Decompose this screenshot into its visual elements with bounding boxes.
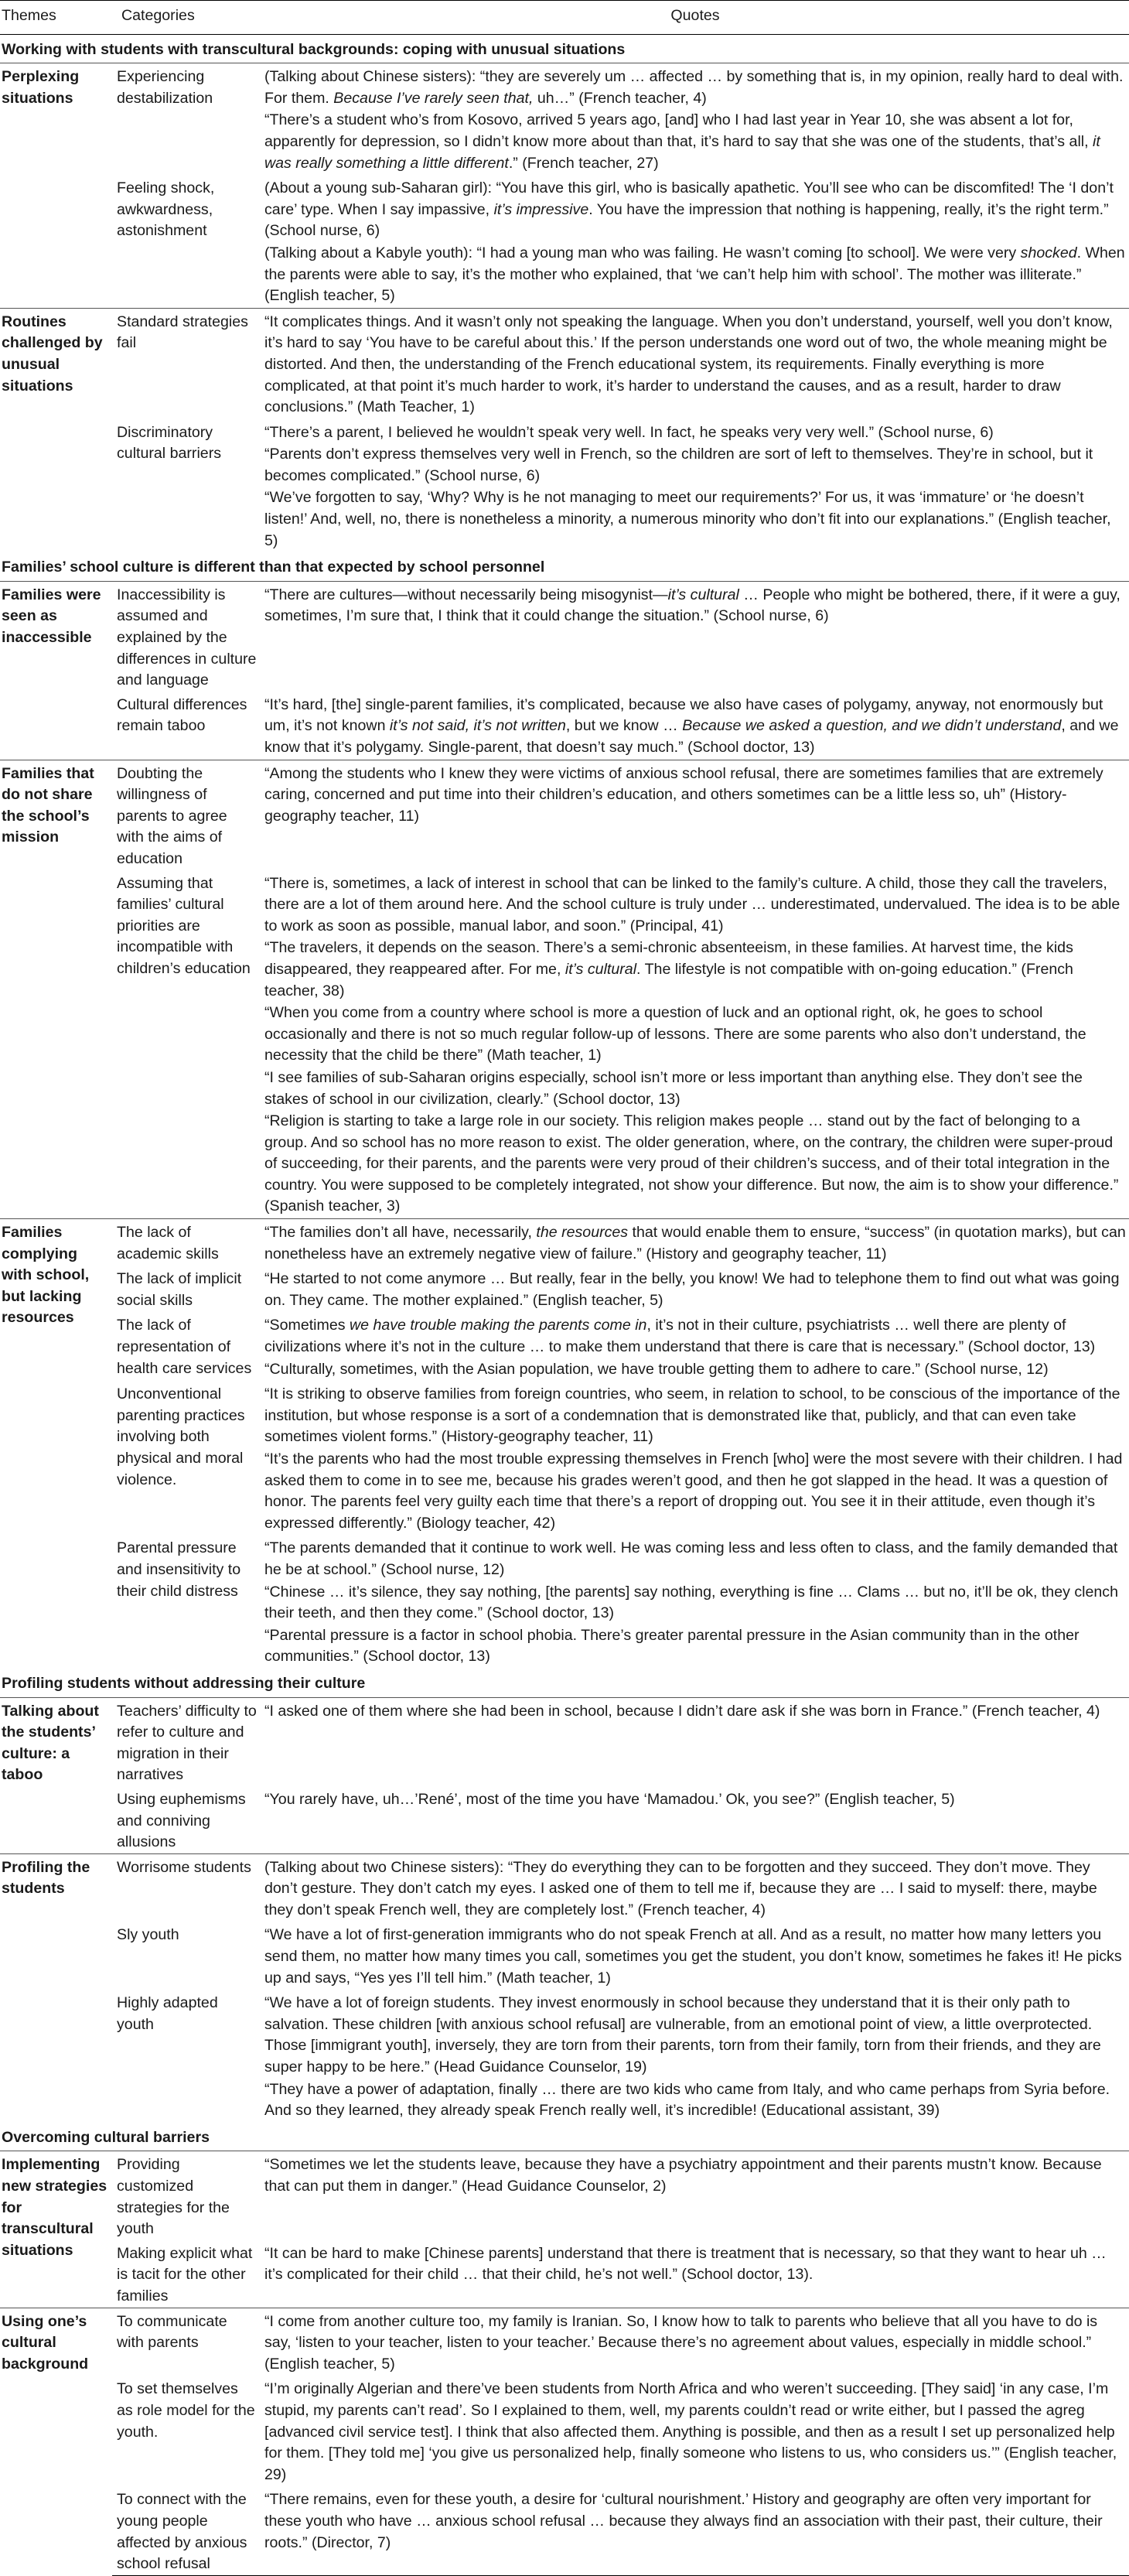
- quote: [264, 764, 1126, 828]
- quote-text: , but we know …: [565, 717, 683, 735]
- quotes-cell: [261, 1535, 1129, 1669]
- header-categories: Categories: [112, 1, 261, 35]
- quote-emphasis: it’s not said, it’s not written: [389, 717, 566, 735]
- quote-text: “Sometimes we let the students leave, because they have a psychiatry appointment and their parents mustn’t know. Because that can put them in danger.” (Head Guidance Counselor, 2): [264, 2156, 1102, 2195]
- quotes-cell: [261, 1697, 1129, 1786]
- table-row: [0, 2308, 1129, 2376]
- quote: [264, 110, 1126, 174]
- theme-label: Families were seen as inaccessible: [2, 586, 101, 647]
- quote-text: “The parents demanded that it continue to work well. He was coming less and less often to class, and the family demanded that he be at school.” (School nurse, 12): [264, 1539, 1118, 1578]
- table-row: [0, 2240, 1129, 2308]
- quote-emphasis: it’s cultural: [667, 586, 739, 603]
- quote: [264, 1068, 1126, 1110]
- quotes-cell: [261, 2240, 1129, 2308]
- quote: [264, 585, 1126, 627]
- quote-emphasis: it’s cultural: [564, 960, 637, 978]
- category-label: Assuming that families’ cultural priorities are incompatible with children’s education: [117, 874, 251, 977]
- quote-text: “There’s a parent, I believed he wouldn’t speak very well. In fact, he speaks very very well.” (School nurse, 6): [264, 423, 994, 441]
- quote-text: “We have a lot of foreign students. They invest enormously in school because they understand that it is their only path to salvation. These children [with anxious school refusal] are vulnerable, from an emotional point of view, a little overprotected. Those [immigrant youth], inversely, they are torn from their parents, torn from their family, torn from their friends, and they are super happy to be here.” (Head Guidance Counselor, 19): [264, 1994, 1101, 2076]
- category-label: The lack of academic skills: [112, 1219, 261, 1266]
- quotes-cell: [261, 1266, 1129, 1312]
- quote-text: uh…” (French teacher, 4): [533, 89, 707, 107]
- quote: [264, 1925, 1126, 1989]
- quote-emphasis: we have trouble making the parents come in: [349, 1317, 647, 1334]
- quote-text: (Talking about a Kabyle youth): “I had a young man who was failing. He wasn’t coming [to school]. We were very: [264, 244, 1021, 261]
- quotes-cell: [261, 63, 1129, 175]
- quote-text: “Chinese … it’s silence, they say nothing, [the parents] say nothing, everything is fine … Clams … but no, it’ll be ok, they clench their teeth, and then they come.” (School doctor, 13): [264, 1583, 1118, 1622]
- quotes-cell: [261, 692, 1129, 760]
- section-row: [0, 34, 1129, 63]
- table-row: [0, 1697, 1129, 1786]
- quote-emphasis: shocked: [1020, 244, 1077, 261]
- category-label: Feeling shock, awkwardness, astonishment: [117, 179, 215, 240]
- quote: [264, 312, 1126, 419]
- table-row: [0, 2151, 1129, 2240]
- theme-label: Families that do not share the school’s mission: [0, 760, 112, 1218]
- category-label: Making explicit what is tacit for the other families: [117, 2244, 253, 2304]
- quote-text: “Parents don’t express themselves very well in French, so the children are sort of left to themselves. They’re in school, but it becomes complicated.” (School nurse, 6): [264, 446, 1093, 484]
- quote: [264, 695, 1126, 759]
- quote: [264, 1384, 1126, 1448]
- quote-text: “Religion is starting to take a large role in our society. This religion makes people … stand out by the fact of belonging to a group. And so school has no more reason to exist. The older generation, where, on the contrary, the children were super-proud of succeeding, for their parents, and the parents were very proud of their children’s success, and of their total integration in the country. You were supposed to be completely integrated, not show your difference. But now, the aim is to show your difference.” (Spanish teacher, 3): [264, 1112, 1119, 1215]
- quote-text: “There is, sometimes, a lack of interest in school that can be linked to the family’s culture. A child, those they call the travelers, there are a lot of them around here. And the school culture is truly under … underestimated, undervalued. The idea is to be able to work as soon as possible, manual labor, and soon.” (Principal, 41): [264, 874, 1120, 934]
- table-row: [0, 1535, 1129, 1669]
- quote-text: , it’s not in their culture, psychiatrists … well there are plenty of civilizations where it’s not in the culture … to make them understand that there is care that is necessary.” (School doctor, 13): [264, 1317, 1096, 1356]
- quote-text: that would enable them to ensure, “success” (in quotation marks), but can nonetheless have an extremely negative view of failure.” (History and geography teacher, 11): [264, 1224, 1126, 1262]
- quote-text: (Talking about Chinese sisters): “they are severely um … affected … by something that is, in my opinion, really hard to deal with. For them.: [264, 68, 1124, 107]
- quote: [264, 873, 1126, 938]
- quote: [264, 1269, 1126, 1311]
- table-row: [0, 692, 1129, 760]
- quote-text: . When the parents were able to say, it’s the mother who explained, that ‘we can’t help him with school’. The mother was illiterate.” (English teacher, 5): [264, 244, 1125, 305]
- table-row: [0, 2486, 1129, 2575]
- category-label: Providing customized strategies for the youth: [117, 2156, 230, 2238]
- quote: [264, 1359, 1126, 1381]
- quote-text: … People who might be bothered, there, if it were a guy, sometimes, I’m sure that, I think that it could change the situation.” (School nurse, 6): [264, 586, 1120, 625]
- category-label: The lack of implicit social skills: [117, 1270, 242, 1309]
- quote: [264, 1538, 1126, 1580]
- section-title: Working with students with transcultural backgrounds: coping with unusual situations: [0, 34, 1129, 63]
- quote-text: “It complicates things. And it wasn’t only not speaking the language. When you don’t understand, yourself, well you don’t know, it’s hard to say ‘You have to be careful about this.’ If the person understands one word out of two, the whole meaning might be distorted. And then, the understanding of the French educational system, its requirements. Finally everything is more complicated, at that point it’s much harder to work, it’s harder to understand the causes, and as a result, harder to draw conclusions.” (Math Teacher, 1): [264, 313, 1113, 416]
- category-label: Sly youth: [117, 1926, 179, 1944]
- category-label: The lack of representation of health care services: [117, 1317, 252, 1377]
- quote: [264, 1582, 1126, 1625]
- table-row: [0, 1786, 1129, 1853]
- table-row: [0, 1853, 1129, 1922]
- quote-text: . You have the impression that nothing is happening, really, it’s the right term.” (School nurse, 6): [264, 200, 1109, 240]
- quotes-cell: [261, 1853, 1129, 1922]
- quote-emphasis: Because we asked a question, and we didn’t understand: [682, 717, 1062, 735]
- category-label: Worrisome students: [112, 1853, 261, 1922]
- quote-text: “It is striking to observe families from foreign countries, who seem, in relation to school, to be conscious of the importance of the institution, but whose response is a sort of a condemnation that is demonstrated like that, publicly, and that can even take sometimes violent forms.” (History-geography teacher, 11): [264, 1385, 1120, 1446]
- quote-text: , and we know that it’s polygamy. Single-parent, that doesn’t say much.” (School doctor, 13): [264, 717, 1119, 756]
- quote-text: “When you come from a country where school is more a question of luck and an optional right, ok, he goes to school occasionally and there is not so much regular follow-up of lessons. There are some parents who also don’t understand, the necessity that the child be there” (Math teacher, 1): [264, 1004, 1086, 1064]
- quote-text: “The travelers, it depends on the season. There’s a semi-chronic absenteeism, in these families. At harvest time, the kids disappeared, they reappeared after. For me,: [264, 939, 1073, 978]
- category-label: To set themselves as role model for the youth.: [117, 2380, 255, 2441]
- quote-text: “It’s the parents who had the most trouble expressing themselves in French [who] were the most severe with their children. I had asked them to come in to see me, because his grades weren’t good, and then he got slapped in the head. It was a question of honor. The parents feel very guilty each time that there’s a report of dropping out. You see it in their attitude, even though it’s expressed differently.” (Biology teacher, 42): [264, 1450, 1123, 1532]
- quote: [264, 1701, 1126, 1723]
- quotes-cell: [261, 1312, 1129, 1381]
- quote-text: . The lifestyle is not compatible with on-going education.” (French teacher, 38): [264, 960, 1073, 999]
- category-label: Teachers’ difficulty to refer to culture and migration in their narratives: [117, 1702, 257, 1784]
- quote-text: “There’s a student who’s from Kosovo, arrived 5 years ago, [and] who I had last year in Year 10, she was absent a lot for, apparently for depression, so I didn’t know more about than that, it’s hard to say that she was one of the students, that’s all,: [264, 111, 1093, 150]
- quotes-cell: [261, 175, 1129, 308]
- table-row: [0, 1266, 1129, 1312]
- theme-label: Families complying with school, but lacking resources: [0, 1219, 112, 1669]
- quotes-cell: [261, 2486, 1129, 2575]
- quote: [264, 2311, 1126, 2376]
- table-body: [0, 34, 1129, 2575]
- quote: [264, 243, 1126, 307]
- quotes-cell: [261, 308, 1129, 419]
- quote-text: “I asked one of them where she had been in school, because I didn’t dare ask if she was born in France.” (French teacher, 4): [264, 1702, 1100, 1720]
- table-row: [0, 1219, 1129, 1266]
- quote-text: “It can be hard to make [Chinese parents] understand that there is treatment that is necessary, so that they want to hear uh … it’s complicated for their child … that their child, he’s not well.” (School doctor, 13).: [264, 2244, 1107, 2284]
- category-label: To communicate with parents: [112, 2308, 261, 2376]
- section-row: [0, 2123, 1129, 2151]
- category-label: Experiencing destabilization: [117, 68, 213, 107]
- quote: [264, 2489, 1126, 2554]
- category-label: Unconventional parenting practices involving both physical and moral violence.: [117, 1385, 245, 1488]
- quote-text: “We’ve forgotten to say, ‘Why? Why is he not managing to meet our requirements?’ For us, it was ‘immature’ or ‘he doesn’t listen!’ And, well, no, there is nonetheless a minority, a numerous minority who don’t fit into our explanations.” (English teacher, 5): [264, 489, 1111, 549]
- category-label: Standard strategies fail: [112, 308, 261, 419]
- quote: [264, 178, 1126, 242]
- quote-emphasis: the resources: [536, 1224, 629, 1242]
- table-row: [0, 581, 1129, 691]
- quote: [264, 1222, 1126, 1265]
- table-row: [0, 175, 1129, 308]
- quotes-cell: [261, 870, 1129, 1219]
- table-row: [0, 870, 1129, 1219]
- table-row: [0, 1990, 1129, 2123]
- theme-label: Routines challenged by unusual situations: [0, 308, 112, 552]
- quote-text: “We have a lot of first-generation immigrants who do not speak French at all. And as a result, no matter how many letters you send them, no matter how many times you call, sometimes you get the student, you don’t know, sometimes he fakes it! He picks up and says, “Yes yes I’ll tell him.” (Math teacher, 1): [264, 1926, 1122, 1987]
- quotes-cell: [261, 760, 1129, 869]
- header-themes: Themes: [0, 1, 112, 35]
- theme-label: Profiling the students: [0, 1853, 112, 2123]
- quotes-cell: [261, 1922, 1129, 1990]
- quotes-cell: [261, 2151, 1129, 2240]
- quotes-cell: [261, 1786, 1129, 1853]
- quote: [264, 1003, 1126, 1067]
- quotes-cell: [261, 2376, 1129, 2486]
- quote: [264, 2079, 1126, 2122]
- quotes-cell: [261, 581, 1129, 691]
- quote-text: “The families don’t all have, necessarily,: [264, 1224, 537, 1242]
- quote: [264, 444, 1126, 487]
- quote-text: (Talking about two Chinese sisters): “They do everything they can to be forgotten and they succeed. They don’t move. They don’t gesture. They don’t catch my eyes. I asked one of them to tell me if, because they are … I said to myself: there, maybe they don’t speak French well, they are completely lost.” (French teacher, 4): [264, 1858, 1097, 1918]
- section-row: [0, 552, 1129, 581]
- quote-text: “Parental pressure is a factor in school phobia. There’s greater parental pressure in the Asian community than in the other communities.” (School doctor, 13): [264, 1626, 1080, 1666]
- category-label: To connect with the young people affected by anxious school refusal: [112, 2486, 261, 2575]
- quote-text: “You rarely have, uh…’René’, most of the time you have ‘Mamadou.’ Ok, you see?” (English teacher, 5): [264, 1790, 955, 1808]
- quote: [264, 938, 1126, 1002]
- quote: [264, 1449, 1126, 1534]
- quote: [264, 422, 1126, 444]
- quote-text: “It’s hard, [the] single-parent families, it’s complicated, because we also have cases of polygamy, anyway, not enormously but um, it’s not known: [264, 695, 1103, 735]
- quote-emphasis: it’s impressive: [493, 200, 589, 218]
- quote-emphasis: Because I’ve rarely seen that,: [333, 89, 534, 107]
- quote: [264, 2154, 1126, 2197]
- theme-label: Perplexing situations: [2, 68, 80, 107]
- table-header: [0, 1, 1129, 35]
- section-title: Profiling students without addressing their culture: [0, 1669, 1129, 1697]
- table-row: [0, 1381, 1129, 1535]
- quote-text: “There are cultures—without necessarily being misogynist—: [264, 586, 668, 603]
- section-title: Overcoming cultural barriers: [0, 2123, 1129, 2151]
- quote-text: “I see families of sub-Saharan origins especially, school isn’t more or less important than anything else. They don’t see the stakes of school in our civilization, clearly.” (School doctor, 13): [264, 1068, 1083, 1108]
- quote-text: “They have a power of adaptation, finally … there are two kids who came from Italy, and who came perhaps from Syria before. And so they learned, they already speak French really well, it’s incredible! (Educational assistant, 39): [264, 2080, 1110, 2120]
- quotes-cell: [261, 2308, 1129, 2376]
- category-label: Discriminatory cultural barriers: [117, 423, 222, 463]
- quote: [264, 1111, 1126, 1218]
- quote: [264, 1315, 1126, 1358]
- quote-text: “Culturally, sometimes, with the Asian population, we have trouble getting them to adhere to care.” (School nurse, 12): [264, 1360, 1049, 1378]
- quote-text: “Among the students who I knew they were victims of anxious school refusal, there are sometimes families that are extremely caring, concerned and put time into their children’s education, and others sometimes can be a little less so, uh” (History-geography teacher, 11): [264, 764, 1103, 825]
- category-label: Cultural differences remain taboo: [117, 695, 247, 735]
- quote-text: “I’m originally Algerian and there’ve been students from North Africa and who weren’t succeeding. [They said] ‘in any case, I’m stupid, my parents can’t read’. So I explained to them, well, my parents couldn’t read or write either, but I passed the agreg [advanced civil service test]. I think that also affected them. Anything is possible, and then as a result I set up personalized help for them. [They told me] ‘you give us personalized help, finally someone who listens to us, who considers us.’” (English teacher, 29): [264, 2380, 1117, 2483]
- table-row: [0, 2376, 1129, 2486]
- theme-label: Talking about the students’ culture: a taboo: [2, 1702, 99, 1784]
- category-label: Highly adapted youth: [117, 1994, 218, 2033]
- quote-text: “I come from another culture too, my family is Iranian. So, I know how to talk to parents who believe that all you have to do is say, ‘listen to your teacher, listen to your teacher.’ Because there’s no agreement about values, especially in middle school.” (English teacher, 5): [264, 2312, 1098, 2373]
- quote: [264, 2243, 1126, 2286]
- quote-text: “He started to not come anymore … But really, fear in the belly, you know! We had to telephone them to find out what was going on. They came. The mother explained.” (English teacher, 5): [264, 1270, 1120, 1309]
- quote: [264, 1625, 1126, 1668]
- quotes-cell: [261, 419, 1129, 553]
- section-row: [0, 1669, 1129, 1697]
- quote-text: (About a young sub-Saharan girl): “You have this girl, who is basically apathetic. You’ll see who can be discomfited! The ‘I don’t care’ type. When I say impassive,: [264, 179, 1114, 218]
- quote: [264, 1857, 1126, 1922]
- quote-text: “Sometimes: [264, 1317, 350, 1334]
- quote: [264, 67, 1126, 109]
- theme-label: Using one’s cultural background: [0, 2308, 112, 2575]
- table-row: [0, 1312, 1129, 1381]
- quote-text: “There remains, even for these youth, a desire for ‘cultural nourishment.’ History and geography are often very important for these youth who have … anxious school refusal … because they always find an association with their past, their culture, their roots.” (Director, 7): [264, 2491, 1103, 2551]
- quotes-cell: [261, 1381, 1129, 1535]
- quote-text: .” (French teacher, 27): [508, 154, 659, 172]
- table-row: [0, 760, 1129, 869]
- quote: [264, 1993, 1126, 2078]
- category-label: Doubting the willingness of parents to agree with the aims of education: [112, 760, 261, 869]
- section-title: Families’ school culture is different than that expected by school personnel: [0, 552, 1129, 581]
- quote: [264, 2379, 1126, 2485]
- table-row: [0, 308, 1129, 419]
- theme-label: Implementing new strategies for transcultural situations: [2, 2156, 107, 2259]
- category-label: Using euphemisms and conniving allusions: [117, 1790, 246, 1851]
- quotes-cell: [261, 1990, 1129, 2123]
- quote-emphasis: it was really something a little different: [264, 132, 1100, 172]
- table-row: [0, 419, 1129, 553]
- category-label: Inaccessibility is assumed and explained by the differences in culture and language: [117, 586, 257, 689]
- quote: [264, 1789, 1126, 1811]
- header-quotes: Quotes: [261, 1, 1129, 35]
- table-row: [0, 63, 1129, 175]
- category-label: Parental pressure and insensitivity to their child distress: [117, 1539, 241, 1600]
- quote: [264, 487, 1126, 552]
- quotes-cell: [261, 1219, 1129, 1266]
- table-row: [0, 1922, 1129, 1990]
